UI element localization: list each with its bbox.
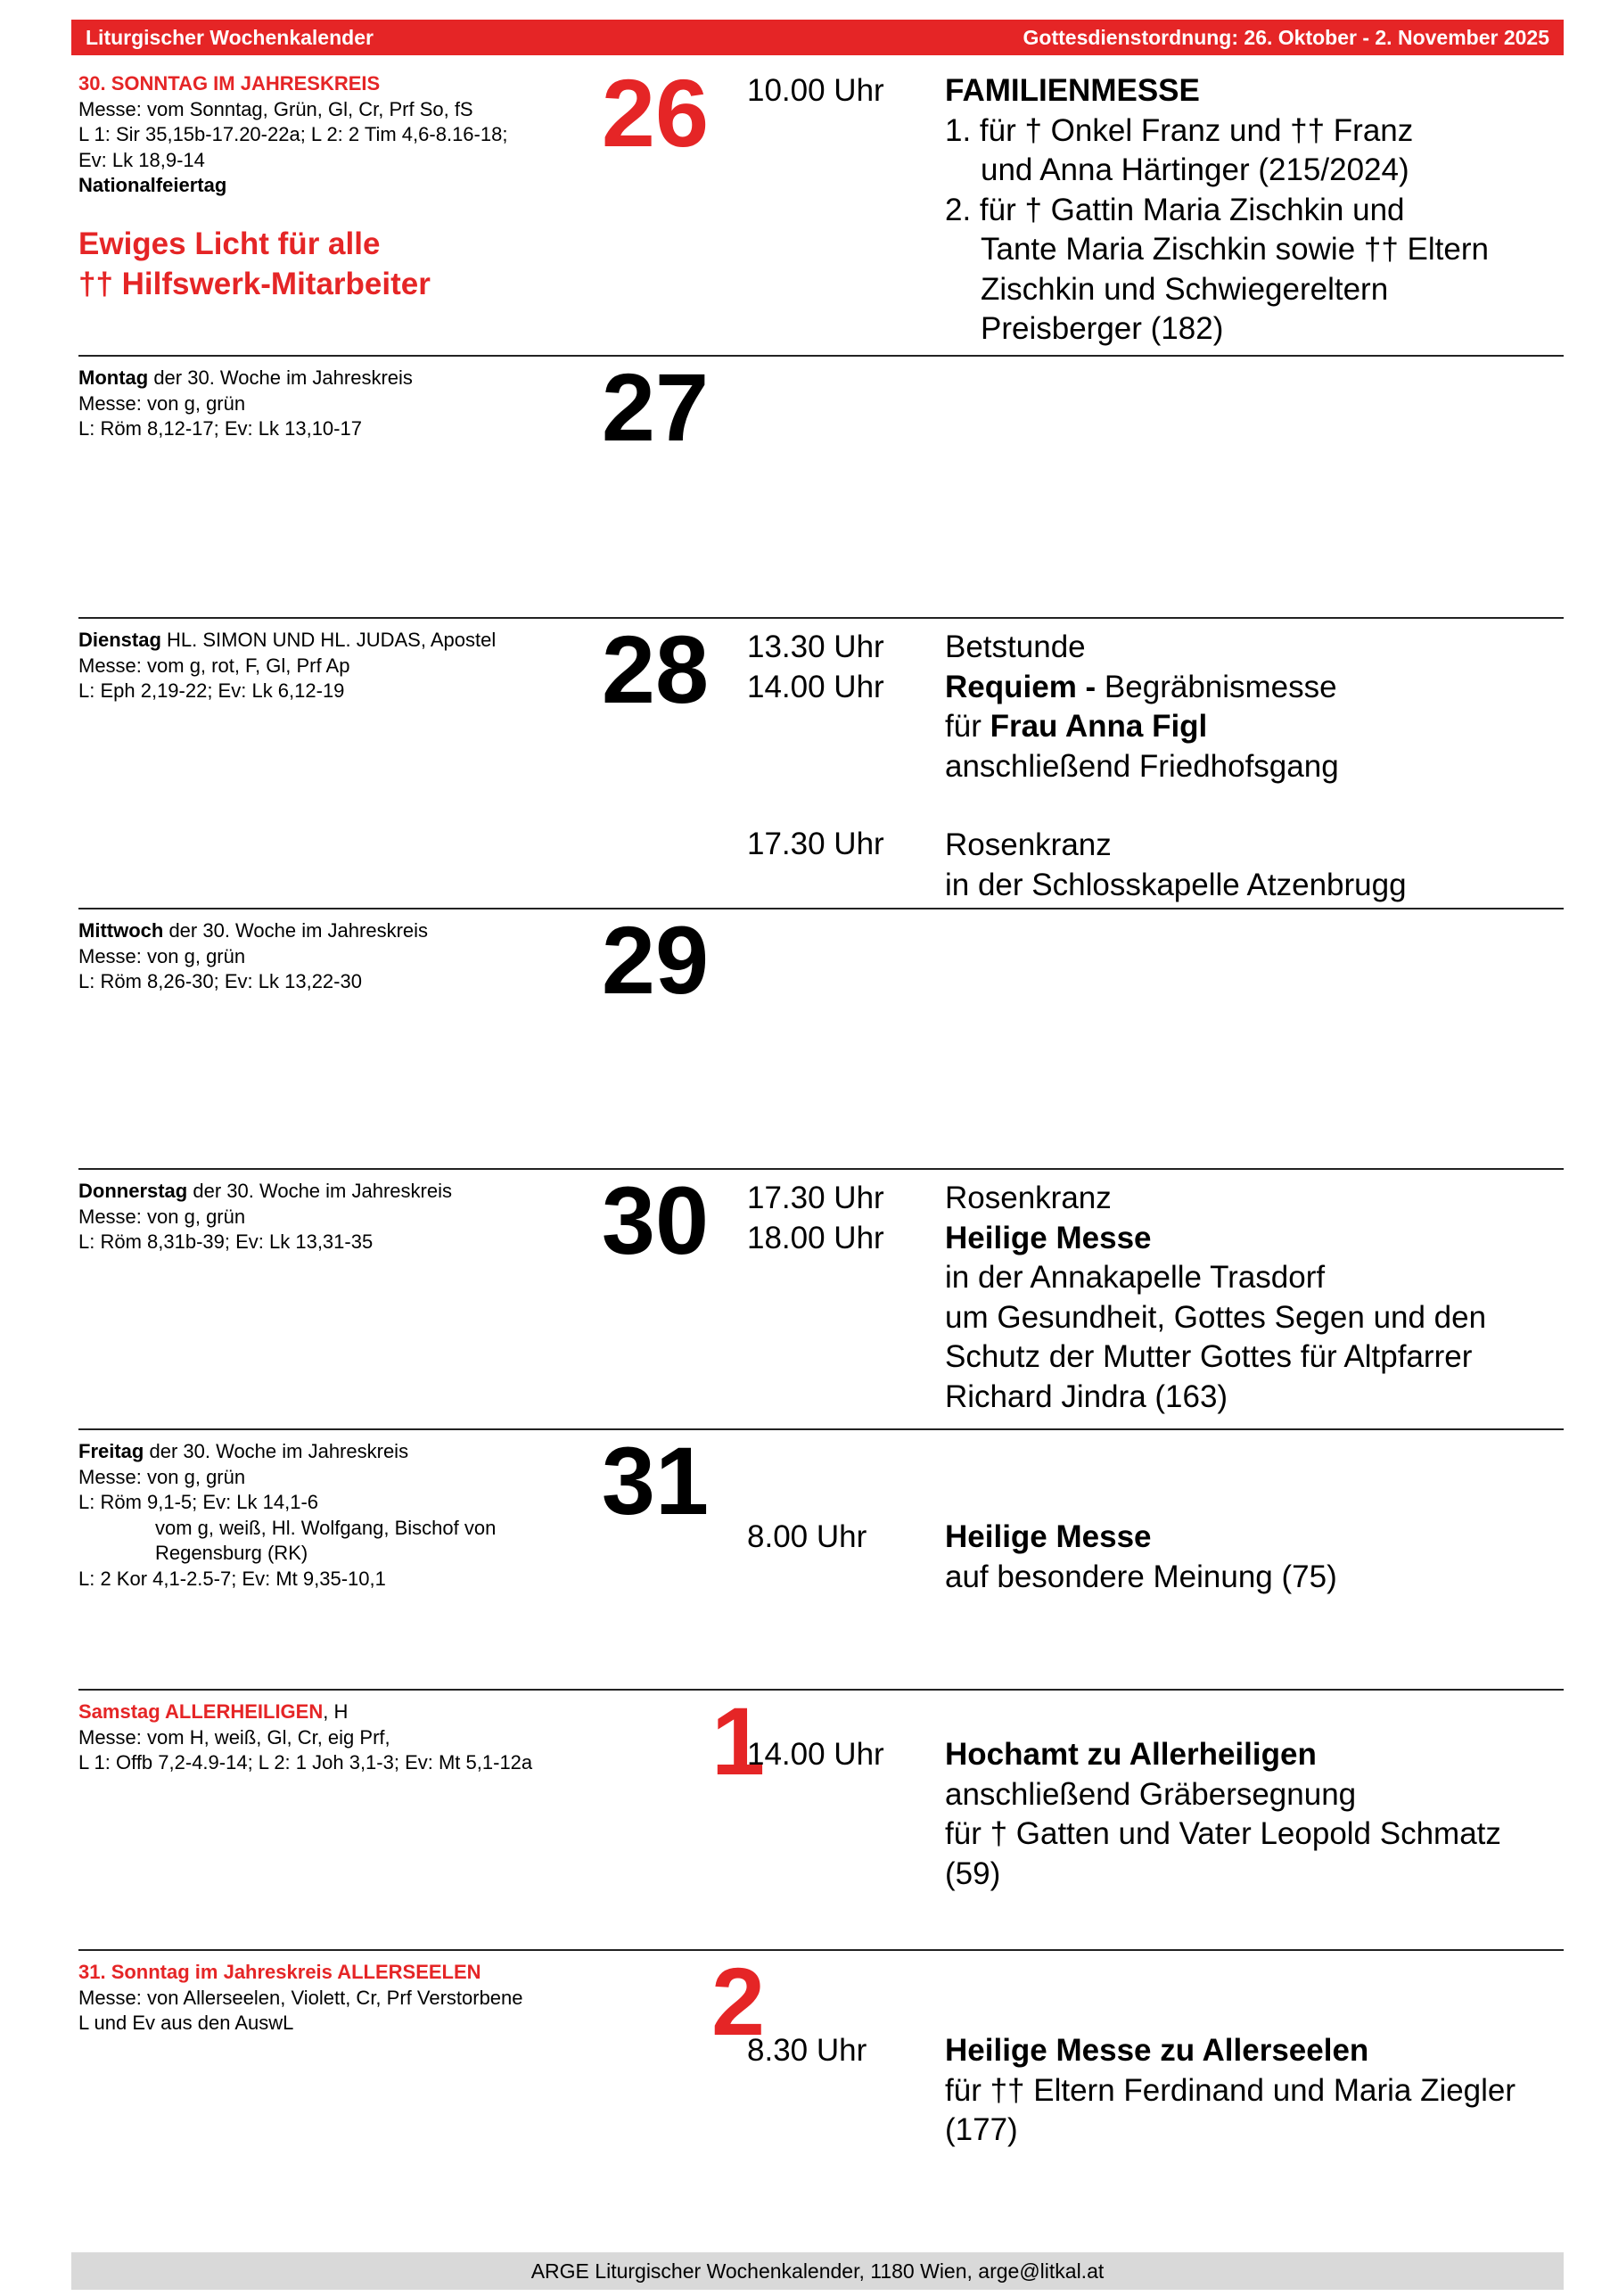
service-title: Heilige Messe zu Allerseelen	[945, 2033, 1369, 2068]
service-title: Hochamt zu Allerheiligen	[945, 1737, 1317, 1772]
intention-2b: Tante Maria Zischkin sowie †† Eltern	[981, 232, 1489, 267]
service-time: 18.00 Uhr	[747, 1220, 884, 1255]
page-footer	[71, 2252, 1564, 2290]
mass-info: Messe: vom g, rot, F, Gl, Prf Ap	[78, 654, 350, 677]
intention-1b: und Anna Härtinger (215/2024)	[981, 152, 1409, 187]
service-location: in der Annakapelle Trasdorf	[945, 1260, 1326, 1295]
intention: auf besondere Meinung (75)	[945, 1559, 1337, 1594]
service-title: Requiem -	[945, 669, 1097, 704]
day-descriptor: der 30. Woche im Jahreskreis	[148, 366, 413, 389]
divider	[78, 1689, 1564, 1691]
service-description	[945, 1735, 1569, 1894]
intention-prefix: für	[945, 709, 990, 744]
alt-mass-info: vom g, weiß, Hl. Wolfgang, Bischof von	[155, 1516, 497, 1539]
service-description	[945, 71, 1569, 350]
day-info	[78, 918, 578, 995]
day-title: 31. Sonntag im Jahreskreis ALLERSEELEN	[78, 1961, 481, 1983]
day-number: 2	[711, 1947, 766, 2055]
service-description	[945, 1179, 1569, 1417]
page-header	[71, 20, 1564, 55]
service-times	[747, 1179, 925, 1258]
mass-info: Messe: vom Sonntag, Grün, Gl, Cr, Prf So, fS	[78, 97, 473, 120]
service-subtitle: Begräbnismesse	[1096, 669, 1337, 704]
day-info	[78, 1699, 578, 1776]
day-number: 26	[601, 59, 710, 167]
day-number: 1	[711, 1687, 766, 1795]
readings: L: Eph 2,19-22; Ev: Lk 6,12-19	[78, 679, 345, 702]
service-times	[747, 71, 925, 111]
intention: für †† Eltern Ferdinand und Maria Ziegler	[945, 2072, 1516, 2108]
eternal-light-note	[78, 224, 578, 304]
intention-2d: Preisberger (182)	[981, 311, 1224, 346]
intention-2a: 2. für † Gattin Maria Zischkin und	[945, 192, 1405, 227]
readings: L: Röm 9,1-5; Ev: Lk 14,1-6	[78, 1491, 319, 1513]
weekday: Montag	[78, 366, 149, 389]
day-info	[78, 628, 578, 704]
day-number: 30	[601, 1166, 710, 1274]
alt-mass-info: Regensburg (RK)	[155, 1542, 308, 1564]
service-description	[945, 1518, 1569, 1597]
service-time: 8.00 Uhr	[747, 1519, 867, 1554]
service-times	[747, 628, 925, 865]
service-time: 14.00 Uhr	[747, 1737, 884, 1772]
readings: L: Röm 8,26-30; Ev: Lk 13,22-30	[78, 970, 362, 992]
service-time: 14.00 Uhr	[747, 669, 884, 704]
day-title: 30. SONNTAG IM JAHRESKREIS	[78, 72, 381, 95]
eternal-light-line1: Ewiges Licht für alle	[78, 226, 381, 261]
service-title: Rosenkranz	[945, 1181, 1112, 1215]
intention: um Gesundheit, Gottes Segen und den	[945, 1299, 1487, 1335]
service-note: anschließend Gräbersegnung	[945, 1776, 1357, 1812]
service-time: 17.30 Uhr	[747, 827, 884, 861]
alt-readings: L: 2 Kor 4,1-2.5-7; Ev: Mt 9,35-10,1	[78, 1567, 386, 1590]
intention: Schutz der Mutter Gottes für Altpfarrer	[945, 1339, 1473, 1374]
weekday: Dienstag	[78, 629, 161, 651]
day-descriptor: der 30. Woche im Jahreskreis	[144, 1440, 409, 1462]
eternal-light-line2: †† Hilfswerk-Mitarbeiter	[78, 266, 431, 301]
intention-1a: 1. für † Onkel Franz und †† Franz	[945, 112, 1414, 148]
mass-info: Messe: vom H, weiß, Gl, Cr, eig Prf,	[78, 1725, 390, 1749]
day-info	[78, 366, 578, 442]
day-descriptor: HL. SIMON UND HL. JUDAS, Apostel	[160, 629, 497, 651]
intention: für † Gatten und Vater Leopold Schmatz	[945, 1816, 1501, 1851]
day-number: 28	[601, 615, 710, 723]
service-title: Rosenkranz	[945, 827, 1112, 862]
weekday: Mittwoch	[78, 919, 164, 942]
service-location: in der Schlosskapelle Atzenbrugg	[945, 867, 1407, 902]
service-title: Heilige Messe	[945, 1519, 1152, 1554]
service-time: 17.30 Uhr	[747, 1181, 884, 1215]
readings: L 1: Sir 35,15b-17.20-22a; L 2: 2 Tim 4,6-8.16-18;	[78, 123, 508, 145]
weekday: Freitag	[78, 1440, 144, 1462]
divider	[78, 1168, 1564, 1170]
divider	[78, 617, 1564, 619]
day-number: 27	[601, 353, 710, 461]
intention: (177)	[945, 2112, 1018, 2147]
intention-2c: Zischkin und Schwiegereltern	[981, 271, 1389, 307]
service-title: FAMILIENMESSE	[945, 73, 1200, 108]
mass-info: Messe: von g, grün	[78, 944, 246, 967]
header-left: Liturgischer Wochenkalender	[86, 25, 374, 49]
mass-info: Messe: von g, grün	[78, 1205, 246, 1228]
divider	[78, 355, 1564, 357]
day-descriptor: der 30. Woche im Jahreskreis	[163, 919, 429, 942]
day-number: 31	[601, 1427, 710, 1535]
service-time: 10.00 Uhr	[747, 73, 884, 108]
footer-text: ARGE Liturgischer Wochenkalender, 1180 Wien, arge@litkal.at	[530, 2259, 1105, 2283]
service-times	[747, 1518, 925, 1558]
day-info	[78, 1179, 578, 1255]
day-info	[78, 1960, 649, 2037]
service-description	[945, 628, 1569, 905]
mass-info: Messe: von Allerseelen, Violett, Cr, Prf Verstorbene	[78, 1986, 523, 2009]
readings: L 1: Offb 7,2-4.9-14; L 2: 1 Joh 3,1-3; Ev: Mt 5,1-12a	[78, 1751, 533, 1773]
holiday-note: Nationalfeiertag	[78, 174, 227, 196]
service-note: anschließend Friedhofsgang	[945, 748, 1339, 784]
intention: (59)	[945, 1856, 1001, 1891]
mass-info: Messe: von g, grün	[78, 1465, 246, 1488]
day-descriptor: der 30. Woche im Jahreskreis	[187, 1180, 452, 1202]
service-title: Heilige Messe	[945, 1220, 1152, 1255]
intention: Richard Jindra (163)	[945, 1378, 1228, 1414]
service-description	[945, 2031, 1569, 2151]
day-rank: , H	[323, 1700, 349, 1723]
day-info	[78, 1439, 578, 1592]
service-title: Betstunde	[945, 630, 1086, 664]
day-info	[78, 71, 578, 304]
service-time: 8.30 Uhr	[747, 2033, 867, 2068]
gospel: Ev: Lk 18,9-14	[78, 148, 205, 171]
mass-info: Messe: von g, grün	[78, 391, 246, 415]
deceased-name: Frau Anna Figl	[990, 709, 1208, 744]
divider	[78, 1949, 1564, 1951]
divider	[78, 1428, 1564, 1430]
service-times	[747, 1735, 925, 1775]
service-time: 13.30 Uhr	[747, 630, 884, 664]
day-title: Samstag ALLERHEILIGEN	[78, 1700, 324, 1723]
readings: L: Röm 8,12-17; Ev: Lk 13,10-17	[78, 417, 362, 440]
service-times	[747, 2031, 925, 2071]
readings: L und Ev aus den AuswL	[78, 2012, 294, 2034]
header-right: Gottesdienstordnung: 26. Oktober - 2. November 2025	[1023, 25, 1549, 49]
weekday: Donnerstag	[78, 1180, 188, 1202]
day-number: 29	[601, 906, 710, 1014]
divider	[78, 908, 1564, 909]
readings: L: Röm 8,31b-39; Ev: Lk 13,31-35	[78, 1230, 374, 1253]
